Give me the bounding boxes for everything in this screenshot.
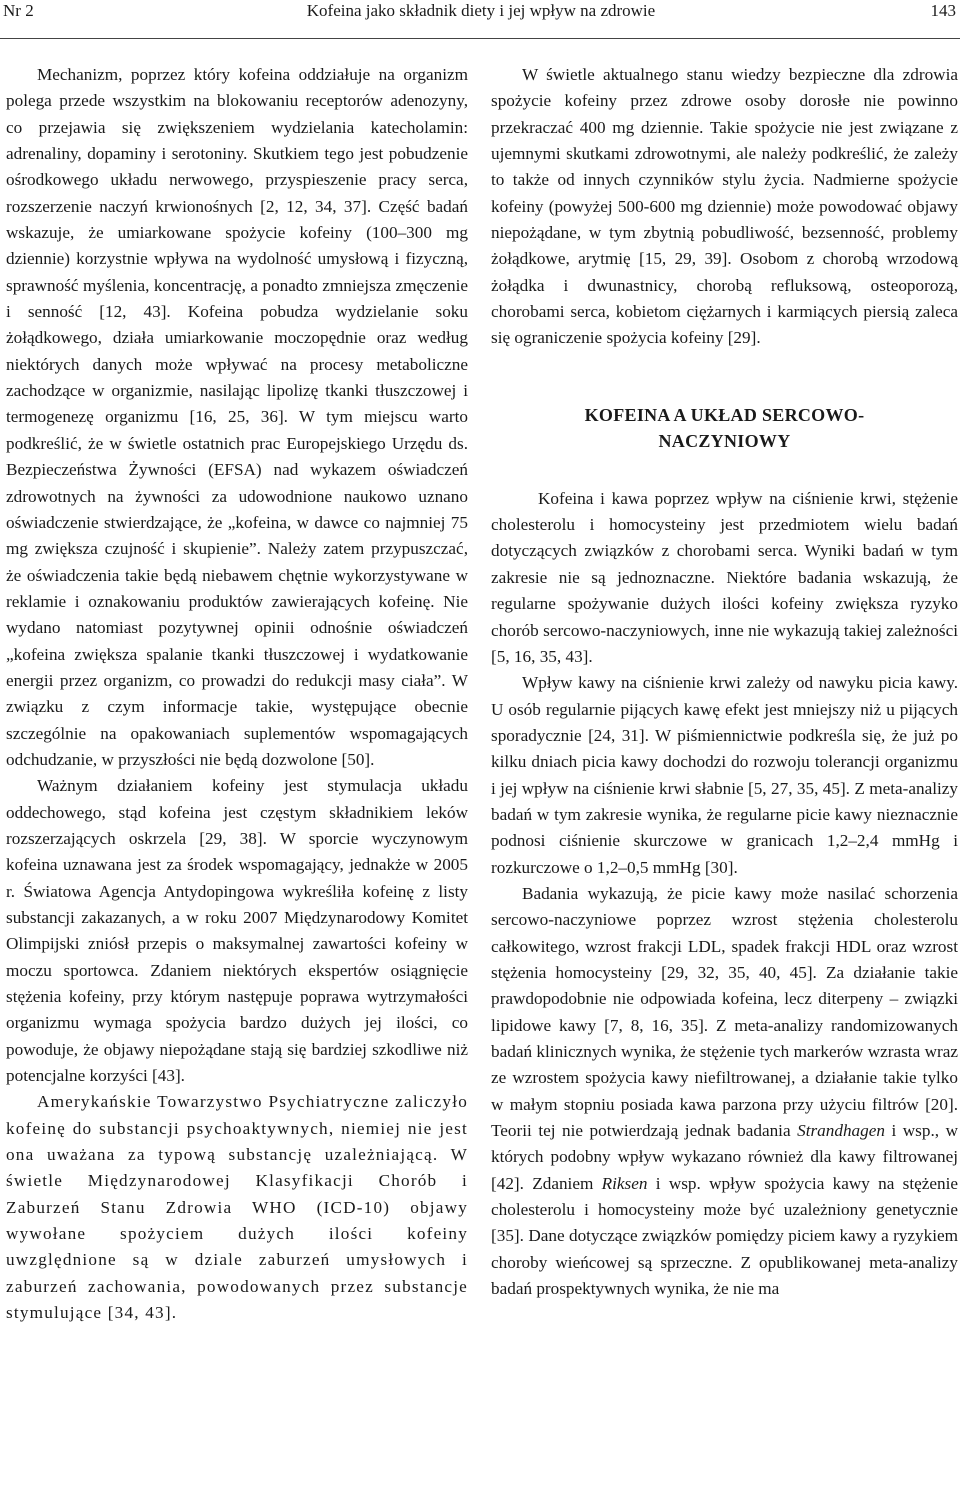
paragraph: Amerykańskie Towarzystwo Psychiatryczne zaliczyło kofeinę do substancji psychoaktywnych, niemiej nie jest ona uważana za typową substancję uzależniającą. W świetle Międzynarodowej Klasyfikacji Chorób i Zaburzeń Stanu Zdrowia WHO (ICD-10) objawy wywołane spożyciem dużych ilości kofeiny uwzględnione są w dziale zaburzeń umysłowych i zaburzeń zachowania, powodowanych przez substancje stymulujące [34, 43]. [6,1092,468,1323]
paragraph: W świetle aktualnego stanu wiedzy bezpieczne dla zdrowia spożycie kofeiny przez zdrowe osoby dorosłe nie powinno przekraczać 400 mg dziennie. Takie spożycie nie jest związane z ujemnymi skutkami zdrowotnymi, ale należy podkreślić, że zależy to także od innych czynników stylu życia. Nadmierne spożycie kofeiny (powyżej 500-600 mg dziennie) może powodować objawy niepożądane, w tym zbytnią pobudliwość, bezsenność, problemy żołądkowe, arytmię [15, 29, 39]. Osobom z chorobą wrzodową żołądka i dwunastnicy, chorobą refluksową, osteoporozą, chorobami serca, kobietom ciężarnych i karmiących piersią zaleca się ograniczenie spożycia kofeiny [29]. [491,65,958,348]
right-column [491,62,958,1302]
author-name: Riksen [601,1173,648,1193]
section-heading-line: KOFEINA A UKŁAD SERCOWO- [584,404,865,425]
text-run: Badania wykazują, że picie kawy może nasilać schorzenia sercowo-naczyniowe poprzez wzrost stężenia cholesterolu całkowitego, wzrost frakcji LDL, spadek frakcji HDL oraz wzrost stężenia homocysteiny [29, 32, 35, 40, 45]. Za działanie takie prawdopodobnie nie odpowiada kofeina, lecz diterpeny – związki lipidowe kawy [7, 8, 16, 35]. Z meta-analizy randomizowanych badań klinicznych wynika, że stężenie tych markerów wzrasta wraz ze wzrostem spożycia kawy niefiltrowanej, a działanie takie tylko w małym stopniu posiada kawa parzona przy użyciu filtrów [20]. Teorii tej nie potwierdzają jednak badania [491,883,958,1141]
section-heading [491,402,958,454]
paragraph: Ważnym działaniem kofeiny jest stymulacja układu oddechowego, stąd kofeina jest częstym składnikiem leków rozszerzających oskrzela [29, 38]. W sporcie wyczynowym kofeina uznawana jest za środek wspomagający, jednakże w 2005 r. Światowa Agencja Antydopingowa wykreśliła kofeinę z listy substancji zakazanych, a w roku 2007 Międzynarodowy Komitet Olimpijski zniósł przepis o maksymalnej zawartości kofeiny w moczu sportowca. Zdaniem niektórych ekspertów osiągnięcie stężenia kofeiny, przy którym następuje poprawa wytrzymałości organizmu wymaga spożycia bardzo dużych jej ilości, co powoduje, że objawy niepożądane stają się bardziej szkodliwe niż potencjalne korzyści [43]. [6,776,468,1086]
issue-number: Nr 2 [3,1,34,20]
paragraph: Mechanizm, poprzez który kofeina oddziałuje na organizm polega przede wszystkim na blokowaniu receptorów adenozyny, co przejawia się zwiększeniem wydzielania katecholamin: adrenaliny, dopaminy i serotoniny. Skutkiem tego jest pobudzenie ośrodkowego układu nerwowego, przyspieszenie pracy serca, rozszerzenie naczyń krwionośnych [2, 12, 34, 37]. Część badań wskazuje, że umiarkowane spożycie kofeiny (100–300 mg dziennie) korzystnie wpływa na wydolność umysłową i fizyczną, sprawność myślenia, koncentrację, a ponadto zmniejsza zmęczenie i senność [12, 43]. Kofeina pobudza wydzielanie soku żołądkowego, działa umiarkowanie moczopędnie oraz według niektórych danych może wpływać na procesy metaboliczne zachodzące w organizmie, nasilając lipolizę tkanki tłuszczowej i termogenezę organizmu [16, 25, 36]. W tym miejscu warto podkreślić, że w świetle ostatnich prac Europejskiego Urzędu ds. Bezpieczeństwa Żywności (EFSA) nad wykazem oświadczeń zdrowotnych na żywności za udowodnione naukowo uznano oświadczenie stwierdzające, że „kofeina, w dawce co najmniej 75 mg zwiększa czujność i skupienie”. Należy zatem przypuszczać, że oświadczenia takie będą niebawem chętnie wykorzystywane w reklamie i oznakowaniu produktów zawierających kofeinę. Nie wydano natomiast pozytywnej opinii odnośnie oświadczeń „kofeina zwiększa spalanie tkanki tłuszczowej i wydatkowanie energii przez organizm, co prowadzi do redukcji masy ciała”. W związku z czym informacje takie, występujące obecnie szczególnie na opakowaniach suplementów wspomagających odchudzanie, w przyszłości nie będą dozwolone [50]. [6,65,468,769]
text-run: i wsp., w których podobny wpływ wykazano również dla kawy filtrowanej [42]. Zdaniem [491,1121,958,1193]
running-title: Kofeina jako składnik diety i jej wpływ na zdrowie [306,1,656,20]
header-rule [0,38,960,39]
author-name: Strandhagen [797,1121,885,1141]
left-column [6,62,468,1327]
paragraph: Kofeina i kawa poprzez wpływ na ciśnienie krwi, stężenie cholesterolu i homocysteiny jest przedmiotem wielu badań dotyczących związków z chorobami serca. Wyniki badań w tym zakresie nie są jednoznaczne. Niektóre badania wskazują, że regularne spożywanie dużych ilości kofeiny zwiększa ryzyko chorób sercowo-naczyniowych, inne nie wykazują takiej zależności [5, 16, 35, 43]. [491,488,958,666]
paragraph [491,881,958,1303]
running-header [0,0,960,34]
text-run: i wsp. wpływ spożycia kawy na stężenie cholesterolu i homocysteiny może być uzależniony genetycznie [35]. Dane dotyczące związków pomiędzy piciem kawy a ryzykiem choroby wieńcowej są sprzeczne. Z opublikowanej meta-analizy badań prospektywnych wynika, że nie ma [491,1173,959,1299]
page-number: 143 [930,1,956,20]
section-heading-line: NACZYNIOWY [658,430,791,451]
paragraph: Wpływ kawy na ciśnienie krwi zależy od nawyku picia kawy. U osób regularnie pijących kawę efekt jest mniejszy niż u pijących sporadycznie [24, 31]. W piśmiennictwie podkreśla się, że już po kilku dniach picia kawy dochodzi do rozwoju tolerancji organizmu i jej wpływ na ciśnienie krwi słabnie [5, 27, 35, 45]. Z meta-analizy badań w tym zakresie wynika, że regularne picie kawy nieznacznie podnosi ciśnienie skurczowe w granicach 1,2–2,4 mmHg i rozkurczowe o 1,2–0,5 mmHg [30]. [491,673,958,877]
